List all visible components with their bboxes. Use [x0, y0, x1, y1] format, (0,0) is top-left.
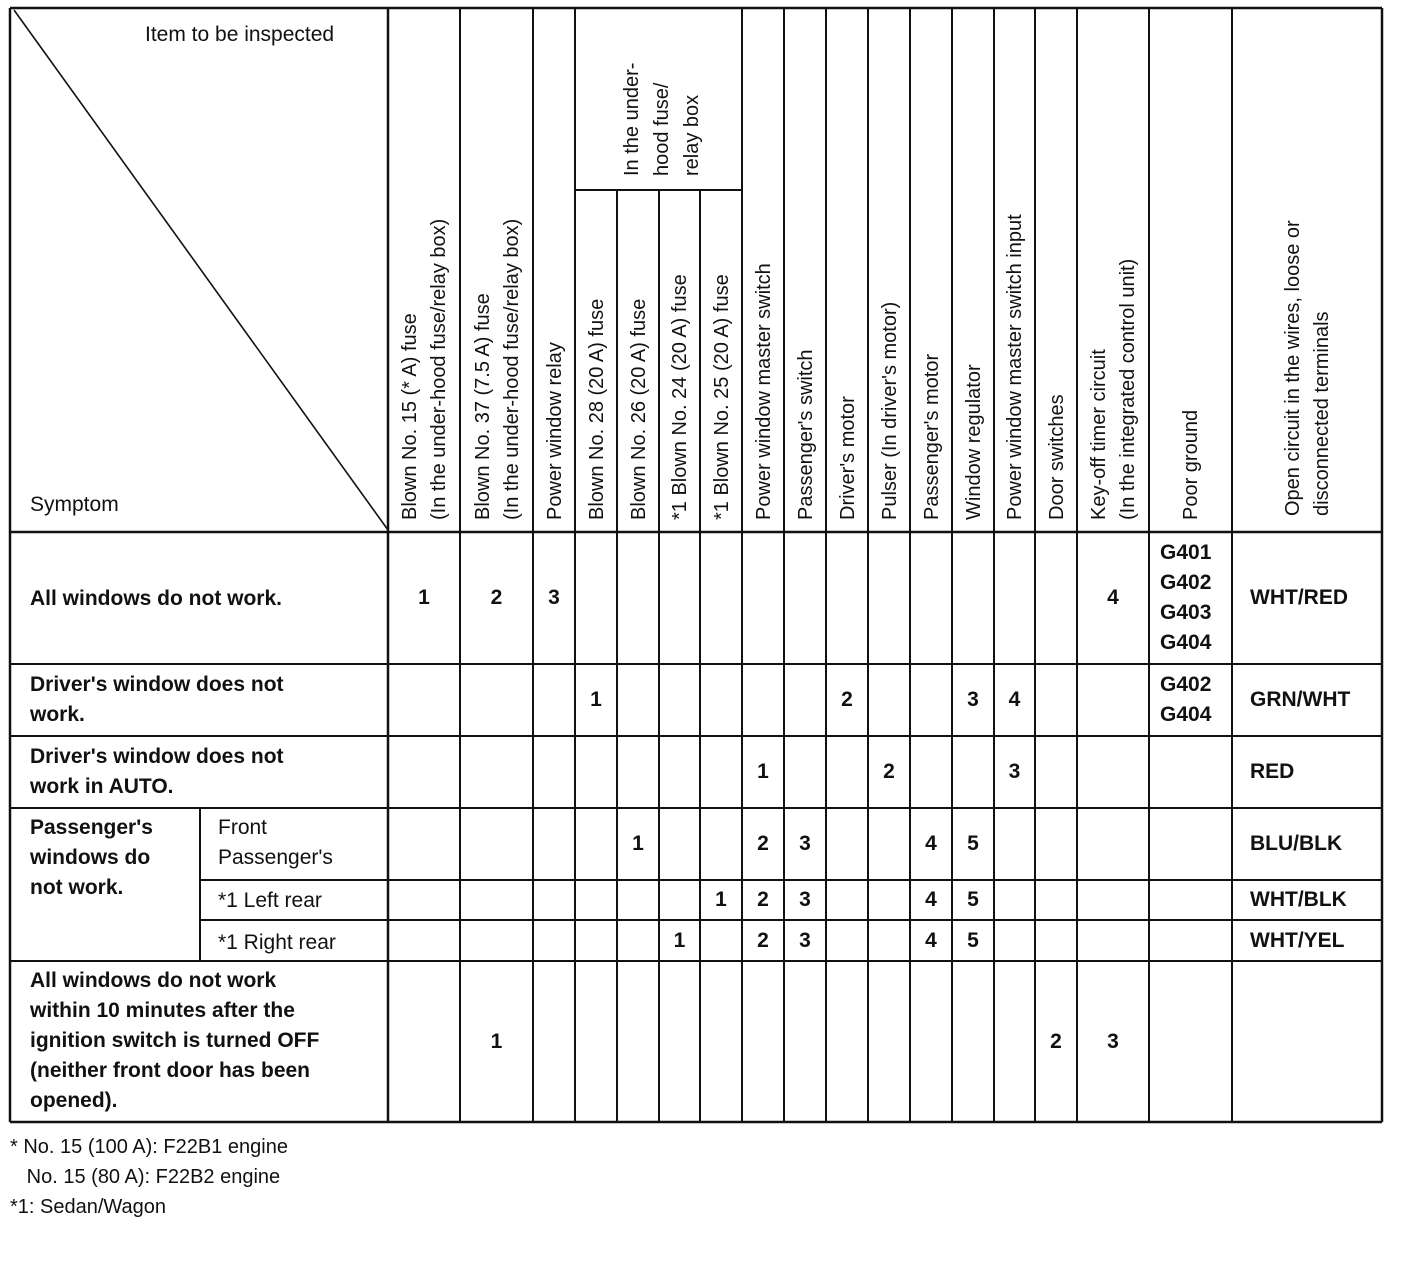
column-header: Power window relay: [543, 342, 566, 520]
grid-line: [14, 10, 388, 530]
wire-color: WHT/YEL: [1250, 928, 1345, 952]
column-group-label: In the under-: [621, 62, 643, 176]
inspection-order-number: 4: [925, 888, 937, 911]
column-group-label: hood fuse/: [651, 82, 673, 176]
column-header: Pulser (In driver's motor): [878, 301, 901, 520]
ground-codes: G401 G402 G403 G404: [1160, 541, 1212, 654]
column-header: Window regulator: [962, 364, 985, 520]
column-header: *1 Blown No. 25 (20 A) fuse: [710, 274, 733, 520]
inspection-order-number: 2: [1050, 1029, 1062, 1053]
column-group-label: relay box: [681, 94, 703, 176]
inspection-order-number: 4: [925, 928, 937, 952]
column-header: Power window master switch input: [1004, 214, 1026, 520]
column-header: Passenger's switch: [794, 349, 817, 520]
inspection-order-number: 1: [490, 1029, 503, 1053]
inspection-order-number: 3: [1008, 760, 1021, 783]
wire-color: WHT/BLK: [1250, 888, 1347, 911]
inspection-order-number: 4: [925, 832, 937, 855]
symptom-label: Symptom: [30, 493, 119, 516]
column-header: Poor ground: [1180, 409, 1202, 520]
footnote-2: No. 15 (80 A): F22B2 engine: [10, 1166, 281, 1188]
wire-color: RED: [1250, 760, 1295, 783]
inspection-order-number: 5: [967, 832, 979, 855]
inspection-order-number: 3: [799, 832, 811, 855]
column-header: Blown No. 37 (7.5 A) fuse: [471, 293, 494, 520]
inspection-order-number: 1: [715, 888, 727, 911]
symptom-sub-text: *1 Right rear: [218, 931, 336, 954]
symptom-sub-text: Front Passenger's: [218, 816, 333, 869]
inspection-order-number: 3: [799, 928, 811, 952]
column-header: Power window master switch: [752, 263, 775, 520]
inspection-order-number: 4: [1107, 586, 1119, 609]
inspection-order-number: 1: [673, 928, 686, 952]
column-header: (In the under-hood fuse/relay box): [428, 218, 450, 520]
inspection-order-number: 3: [799, 888, 811, 911]
inspection-order-number: 2: [757, 832, 769, 855]
inspection-order-number: 1: [418, 586, 430, 609]
wire-color: BLU/BLK: [1250, 832, 1343, 855]
footnote-3: *1: Sedan/Wagon: [10, 1196, 167, 1218]
inspection-order-number: 2: [757, 928, 769, 952]
column-header: *1 Blown No. 24 (20 A) fuse: [669, 274, 691, 520]
inspection-order-number: 3: [1107, 1029, 1119, 1053]
inspection-order-number: 2: [490, 586, 503, 609]
ground-codes: G402 G404: [1160, 673, 1212, 726]
inspection-order-number: 1: [757, 760, 769, 783]
symptom-text: Driver's window does not work in AUTO.: [30, 745, 284, 798]
symptom-text: Passenger's windows do not work.: [30, 816, 153, 899]
inspection-order-number: 2: [883, 760, 895, 783]
inspection-order-number: 3: [548, 586, 560, 609]
column-header: Key-off timer circuit: [1088, 349, 1110, 520]
symptom-text: Driver's window does not work.: [30, 673, 284, 726]
column-header: Door switches: [1045, 394, 1068, 520]
column-header: Driver's motor: [836, 396, 859, 520]
symptom-text: All windows do not work.: [30, 587, 282, 610]
inspection-order-number: 3: [967, 688, 979, 711]
column-header: Blown No. 26 (20 A) fuse: [627, 298, 650, 520]
column-header: Passenger's motor: [920, 353, 943, 520]
inspection-order-number: 5: [967, 888, 979, 911]
symptom-text: All windows do not work within 10 minutes after the ignition switch is turned OFF (neither front door has been opened).: [30, 969, 320, 1112]
column-header: (In the under-hood fuse/relay box): [500, 218, 523, 520]
inspection-order-number: 1: [590, 688, 602, 711]
inspection-order-number: 4: [1008, 688, 1021, 711]
inspection-order-number: 5: [967, 928, 979, 952]
column-header: disconnected terminals: [1311, 311, 1333, 516]
column-header: (In the integrated control unit): [1117, 258, 1139, 520]
column-header: Open circuit in the wires, loose or: [1282, 220, 1304, 516]
item-inspected-label: Item to be inspected: [145, 23, 335, 46]
inspection-order-number: 2: [841, 688, 853, 711]
column-header: Blown No. 28 (20 A) fuse: [585, 298, 608, 520]
symptom-sub-text: *1 Left rear: [218, 889, 322, 912]
column-header: Blown No. 15 (* A) fuse: [399, 313, 421, 520]
inspection-order-number: 1: [632, 832, 644, 855]
inspection-order-number: 2: [757, 888, 769, 911]
wire-color: WHT/RED: [1250, 586, 1348, 609]
footnote-1: * No. 15 (100 A): F22B1 engine: [10, 1136, 288, 1158]
wire-color: GRN/WHT: [1250, 688, 1351, 711]
